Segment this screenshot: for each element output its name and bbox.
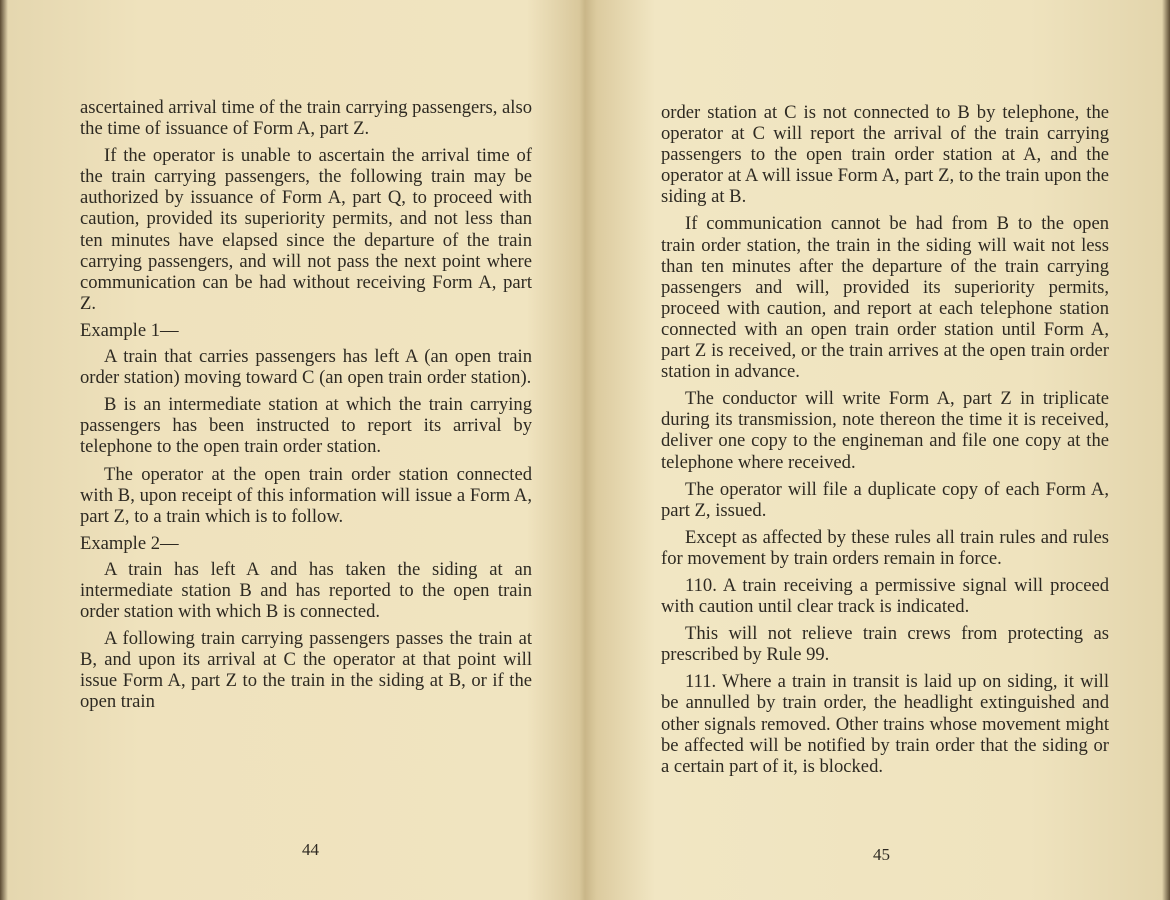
paragraph: order station at C is not connected to B by telephone, the operator at C will report the arrival of the train carrying passengers to the open train order station at A, and the operator at A will issue Form A, part Z, to the train upon the siding at B. — [661, 102, 1109, 208]
paragraph: A following train carrying passengers passes the train at B, and upon its arrival at C the operator at that point will issue Form A, part Z to the train in the siding at B, or if the open train — [80, 628, 532, 713]
paragraph: A train has left A and has taken the siding at an intermediate station B and has reported to the open train order station with which B is connected. — [80, 558, 532, 623]
paragraph: ascertained arrival time of the train carrying passengers, also the time of issuance of Form A, part Z. — [80, 97, 532, 140]
paragraph: If the operator is unable to ascertain the arrival time of the train carrying passengers, the following train may be authorized by issuance of Form A, part Q, to proceed with caution, provided its superiority permits, and not less than ten minutes have elapsed since the departure of the train carrying passengers, and will not pass the next point where communication can be had without receiving Form A, part Z. — [80, 145, 532, 314]
left-page-text — [80, 97, 532, 719]
page-number: 45 — [873, 845, 890, 864]
page-number: 44 — [302, 840, 319, 859]
right-page-text — [661, 102, 1109, 783]
paragraph: 110. A train receiving a permissive signal will proceed with caution until clear track is indicated. — [661, 574, 1109, 618]
right-page — [585, 0, 1170, 900]
paragraph: 111. Where a train in transit is laid up on siding, it will be annulled by train order, the headlight extinguished and other signals removed. Other trains whose movement might be affected will be notified by train order that the siding or a certain part of it, is blocked. — [661, 671, 1109, 777]
example-heading: Example 2— — [80, 532, 179, 554]
paragraph: A train that carries passengers has left A (an open train order station) moving toward C (an open train order station). — [80, 346, 532, 389]
paragraph: The operator will file a duplicate copy of each Form A, part Z, issued. — [661, 478, 1109, 521]
paragraph: This will not relieve train crews from protecting as prescribed by Rule 99. — [661, 623, 1109, 666]
example-heading: Example 1— — [80, 319, 179, 341]
paragraph: Except as affected by these rules all train rules and rules for movement by train orders remain in force. — [661, 526, 1109, 569]
paragraph: The operator at the open train order station connected with B, upon receipt of this information will issue a Form A, part Z, to a train which is to follow. — [80, 463, 532, 527]
paragraph: B is an intermediate station at which the train carrying passengers has been instructed to report its arrival by telephone to the open train order station. — [80, 394, 532, 458]
paragraph: If communication cannot be had from B to the open train order station, the train in the siding will wait not less than ten minutes after the departure of the train carrying passengers and will, provided its superiority permits, proceed with caution, and report at each telephone station connected with an open train order station until Form A, part Z is received, or the train arrives at the open train order station in advance. — [661, 213, 1109, 383]
paragraph: The conductor will write Form A, part Z in triplicate during its transmission, note thereon the time it is received, deliver one copy to the engineman and file one copy at the telephone where received. — [661, 388, 1109, 473]
